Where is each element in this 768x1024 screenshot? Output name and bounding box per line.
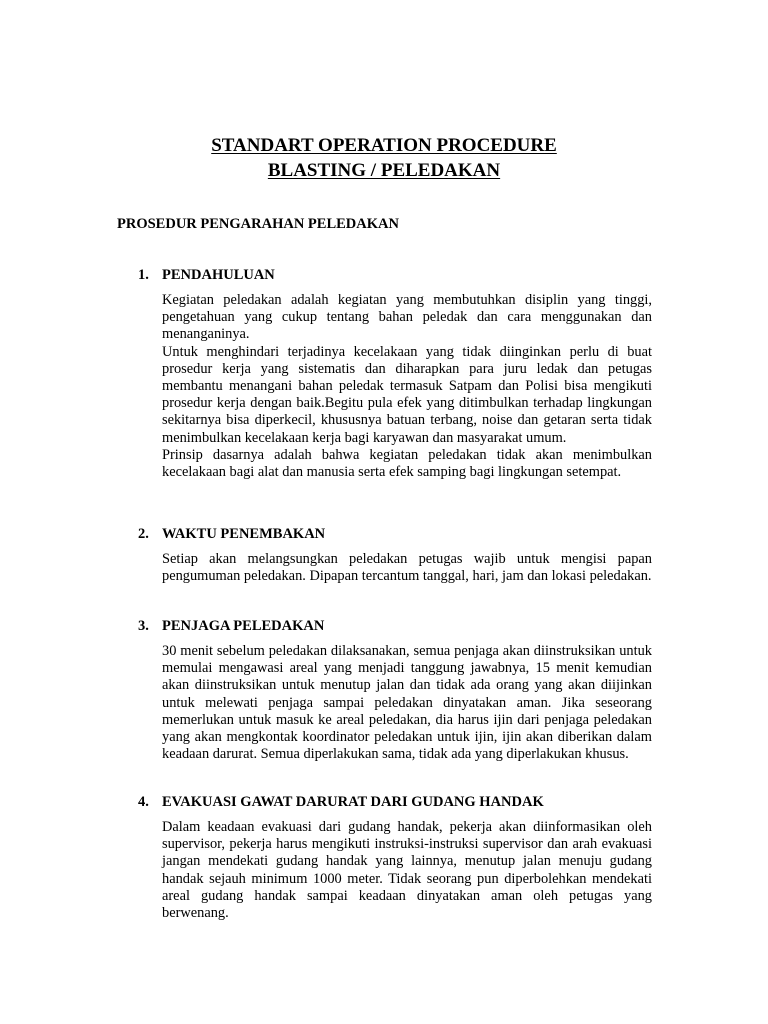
paragraph: Prinsip dasarnya adalah bahwa kegiatan peledakan tidak akan menimbulkan kecelakaan bagi alat dan manusia serta efek samping bagi lingkungan setempat.: [162, 446, 652, 481]
section-heading: [138, 793, 652, 811]
paragraph: 30 menit sebelum peledakan dilaksanakan, semua penjaga akan diinstruksikan untuk memulai mengawasi areal yang menjadi tanggung jawabnya, 15 menit kemudian akan diinstruksikan untuk menutup jalan dan tidak ada orang yang akan diijinkan untuk melewati penjaga sampai peledakan dinyatakan aman. Jika seseorang memerlukan untuk masuk ke areal peledakan, dia harus ijin dari penjaga peledakan yang akan mengkontak koordinator peledakan untuk ijin, ijin akan diberikan dalam keadaan darurat. Semua diperlakukan sama, tidak ada yang diperlakukan khusus.: [162, 643, 652, 763]
section-body: [162, 292, 652, 481]
paragraph: Untuk menghindari terjadinya kecelakaan yang tidak diinginkan perlu di buat prosedur kerja yang sistematis dan diharapkan para juru ledak dan petugas membantu menangani bahan peledak termasuk Satpam dan Polisi bisa mengikuti prosedur kerja dengan baik.Begitu pula efek yang ditimbulkan terhadap lingkungan sekitarnya bisa diperkecil, khususnya batuan terbang, noise dan getaran serta tidak menimbulkan kecelakaan kerja bagi karyawan dan masyarakat umum.: [162, 343, 652, 446]
section-evakuasi-gawat-darurat: [138, 793, 652, 922]
section-heading: [138, 617, 652, 635]
document-title: [0, 133, 768, 183]
section-body: [162, 819, 652, 922]
section-body: [162, 551, 652, 585]
paragraph: Kegiatan peledakan adalah kegiatan yang membutuhkan disiplin yang tinggi, pengetahuan yang cukup tentang bahan peledak dan cara menggunakan dan menanganinya.: [162, 292, 652, 343]
section-title: PENDAHULUAN: [162, 267, 275, 283]
section-waktu-penembakan: [138, 525, 652, 585]
section-title: PENJAGA PELEDAKAN: [162, 618, 325, 634]
section-number: 2.: [138, 526, 149, 542]
section-penjaga-peledakan: [138, 617, 652, 763]
section-pendahuluan: [138, 266, 652, 481]
section-number: 3.: [138, 618, 149, 634]
document-subheading: PROSEDUR PENGARAHAN PELEDAKAN: [117, 216, 399, 232]
section-heading: [138, 525, 652, 543]
section-title: WAKTU PENEMBAKAN: [162, 526, 326, 542]
section-heading: [138, 266, 652, 284]
section-body: [162, 643, 652, 763]
paragraph: Dalam keadaan evakuasi dari gudang handak, pekerja akan diinformasikan oleh supervisor, pekerja harus mengikuti instruksi-instruksi supervisor dan arah evakuasi jangan mendekati gudang handak yang lainnya, menutup jalan menuju gudang handak sejauh minimum 1000 meter. Tidak seorang pun diperbolehkan mendekati areal gudang handak sampai keadaan dinyatakan aman oleh petugas yang berwenang.: [162, 819, 652, 922]
title-line-1: STANDART OPERATION PROCEDURE: [211, 135, 557, 156]
paragraph: Setiap akan melangsungkan peledakan petugas wajib untuk mengisi papan pengumuman peledakan. Dipapan tercantum tanggal, hari, jam dan lokasi peledakan.: [162, 551, 652, 585]
section-title: EVAKUASI GAWAT DARURAT DARI GUDANG HANDAK: [162, 794, 544, 810]
title-line-2: BLASTING / PELEDAKAN: [267, 160, 501, 181]
section-number: 1.: [138, 267, 149, 283]
section-number: 4.: [138, 794, 149, 810]
